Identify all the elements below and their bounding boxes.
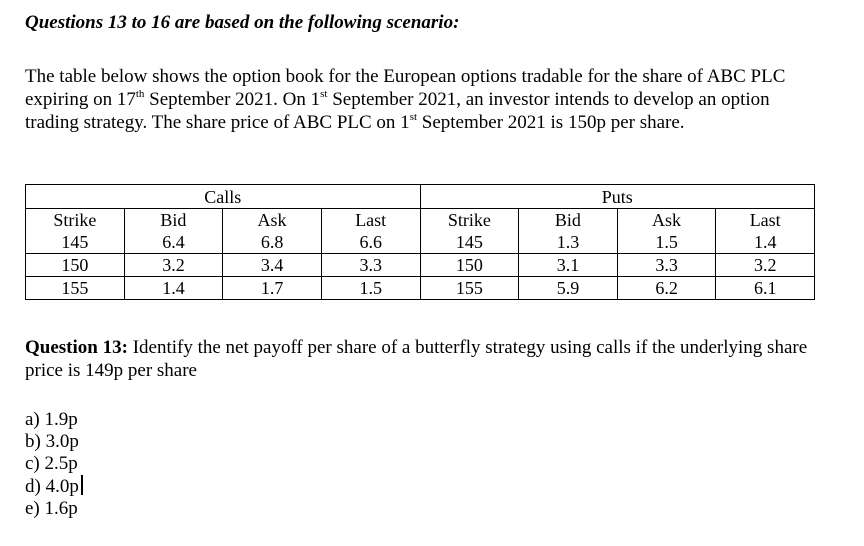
- answer-options: [25, 409, 83, 520]
- superscript-st: st: [320, 87, 328, 100]
- table-cell: 3.2: [716, 254, 815, 277]
- table-cell: 145: [26, 231, 125, 254]
- option-book-table: [25, 184, 815, 300]
- table-cell: 1.3: [519, 231, 618, 254]
- column-header: Strike: [420, 209, 519, 232]
- table-cell: 1.5: [617, 231, 716, 254]
- calls-group-header: Calls: [26, 185, 421, 209]
- column-header: Ask: [617, 209, 716, 232]
- table-cell: 155: [420, 277, 519, 300]
- table-cell: 6.1: [716, 277, 815, 300]
- question-label: Question 13:: [25, 337, 128, 358]
- answer-option-a: a) 1.9p: [25, 409, 78, 430]
- table-cell: 3.4: [223, 254, 322, 277]
- table-cell: 3.3: [321, 254, 420, 277]
- table-cell: 3.1: [519, 254, 618, 277]
- table-cell: 155: [26, 277, 125, 300]
- column-header: Strike: [26, 209, 125, 232]
- superscript-st: st: [409, 110, 418, 123]
- section-heading: Questions 13 to 16 are based on the following scenario:: [25, 12, 460, 33]
- table-cell: 1.4: [716, 231, 815, 254]
- superscript-th: th: [135, 87, 145, 100]
- table-cell: 6.6: [321, 231, 420, 254]
- table-cell: 6.2: [617, 277, 716, 300]
- table-cell: 150: [420, 254, 519, 277]
- table-cell: 3.2: [124, 254, 223, 277]
- table-cell: 3.3: [617, 254, 716, 277]
- table-cell: 5.9: [519, 277, 618, 300]
- table-row: [26, 231, 815, 254]
- scenario-text-2: September 2021. On 1: [144, 89, 321, 110]
- column-header: Ask: [223, 209, 322, 232]
- table-cell: 145: [420, 231, 519, 254]
- text-cursor: [81, 475, 83, 495]
- scenario-text-4: September 2021 is 150p per share.: [417, 112, 685, 133]
- table-header-row: [26, 209, 815, 232]
- column-header: Last: [716, 209, 815, 232]
- answer-option-b: b) 3.0p: [25, 431, 79, 452]
- puts-group-header: Puts: [420, 185, 815, 209]
- table-cell: 6.8: [223, 231, 322, 254]
- answer-option-c: c) 2.5p: [25, 453, 78, 474]
- column-header: Bid: [519, 209, 618, 232]
- question-body: Identify the net payoff per share of a butterfly strategy using calls if the underlying share price is 149p per share: [25, 337, 808, 381]
- table-row: [26, 254, 815, 277]
- column-header: Bid: [124, 209, 223, 232]
- table-group-row: [26, 185, 815, 209]
- answer-option-d[interactable]: [25, 475, 83, 498]
- table-row: [26, 277, 815, 300]
- column-header: Last: [321, 209, 420, 232]
- table-cell: 1.5: [321, 277, 420, 300]
- scenario-paragraph: [25, 65, 825, 134]
- answer-option-d-label: d) 4.0p: [25, 476, 79, 497]
- table-cell: 1.4: [124, 277, 223, 300]
- table-cell: 1.7: [223, 277, 322, 300]
- question-text: [25, 336, 825, 382]
- answer-option-e: e) 1.6p: [25, 498, 78, 519]
- scenario-text-1: The table below shows the option book for the European options tradable for the share of ABC PLC expiring on 17: [25, 66, 786, 110]
- scenario-text-3: September 2021, an investor intends to develop an option trading strategy. The share price of ABC PLC on 1: [25, 89, 770, 133]
- table-cell: 150: [26, 254, 125, 277]
- table-cell: 6.4: [124, 231, 223, 254]
